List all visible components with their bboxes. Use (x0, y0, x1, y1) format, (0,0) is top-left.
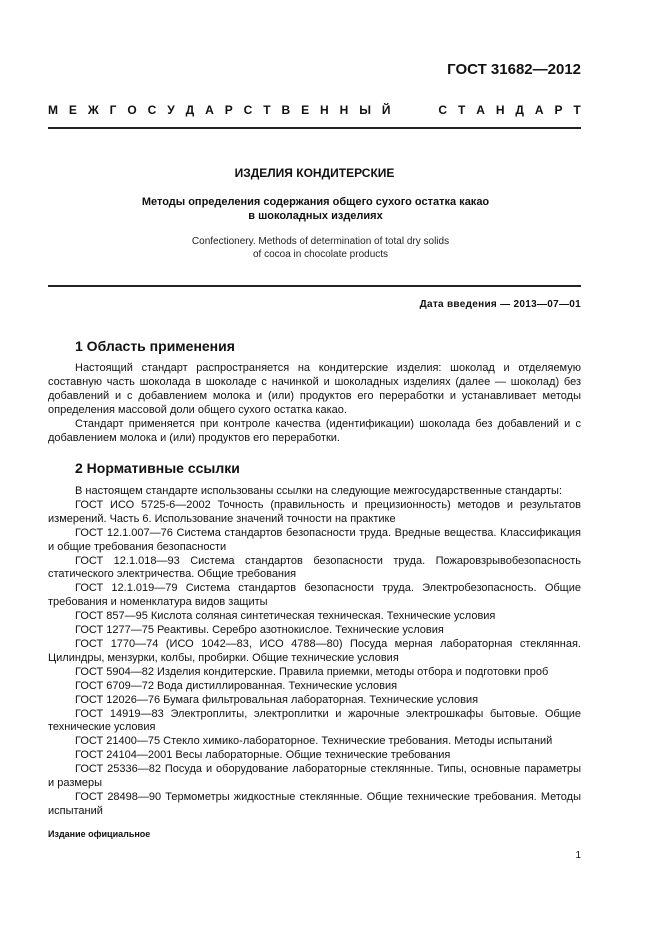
reference-item: ГОСТ 28498—90 Термометры жидкостные стеклянные. Общие технические требования. Методы испытаний (48, 790, 581, 817)
reference-item: ГОСТ 24104—2001 Весы лабораторные. Общие технические требования (75, 749, 451, 762)
banner-letter: Г (109, 103, 117, 117)
standard-number: ГОСТ 31682—2012 (447, 61, 581, 78)
banner-letter: С (438, 103, 448, 117)
banner-letter: Ы (359, 103, 371, 117)
banner-letter: Д (185, 103, 195, 117)
banner-letter: О (127, 103, 137, 117)
reference-item: ГОСТ ИСО 5725-6—2002 Точность (правильность и прецизионность) методов и результатов измерений. Часть 6. Использование значений точности на практике (48, 498, 581, 525)
reference-item: ГОСТ 12.1.018—93 Система стандартов безопасности труда. Пожаровзрывобезопасность статического электричества. Общие требования (48, 554, 581, 581)
reference-item: ГОСТ 14919—83 Электроплиты, электроплитки и жарочные электрошкафы бытовые. Общие технические условия (48, 707, 581, 734)
banner-letter: В (281, 103, 291, 117)
introduction-date: Дата введения — 2013—07—01 (419, 299, 581, 310)
reference-item: ГОСТ 857—95 Кислота соляная синтетическая техническая. Технические условия (75, 610, 496, 623)
reference-item: В настоящем стандарте использованы ссылки на следующие межгосударственные стандарты: (75, 485, 563, 497)
references-list (48, 485, 581, 819)
banner-letter: Н (320, 103, 329, 117)
banner-letter: М (48, 103, 58, 117)
banner-spacer (401, 103, 427, 117)
standard-type-banner (48, 103, 581, 117)
reference-item: ГОСТ 12026—76 Бумага фильтровальная лабораторная. Технические условия (75, 693, 479, 706)
section-1-heading: 1 Область применения (75, 338, 235, 354)
banner-letter: Р (224, 103, 233, 117)
top-divider (48, 127, 581, 129)
banner-letter: С (243, 103, 253, 117)
reference-item: ГОСТ 25336—82 Посуда и оборудование лабораторные стеклянные. Типы, основные параметры и размеры (48, 763, 581, 790)
banner-letter: А (476, 103, 485, 117)
banner-letter: Ж (87, 103, 99, 117)
banner-letter: Р (554, 103, 563, 117)
banner-letter: У (167, 103, 175, 117)
banner-letter: Т (263, 103, 271, 117)
banner-letter: Й (381, 103, 391, 117)
banner-letter: Т (457, 103, 466, 117)
document-subtitle (100, 195, 531, 223)
subtitle-line: в шоколадных изделиях (248, 210, 383, 222)
reference-item: ГОСТ 1277—75 Реактивы. Серебро азотнокислое. Технические условия (75, 624, 444, 637)
page-number: 1 (575, 850, 581, 861)
english-title (130, 235, 511, 261)
reference-item: ГОСТ 6709—72 Вода дистиллированная. Технические условия (75, 679, 398, 692)
banner-letter: С (147, 103, 157, 117)
reference-item: ГОСТ 5904—82 Изделия кондитерские. Правила приемки, методы отбора и подготовки проб (75, 665, 549, 678)
banner-letter: А (205, 103, 214, 117)
banner-letter: Д (515, 103, 524, 117)
paragraph: Стандарт применяется при контроле качества (идентификации) шоколада без добавлений и с добавлением молока и (или) продуктов его переработки. (48, 418, 581, 444)
section-2-heading: 2 Нормативные ссылки (75, 460, 240, 476)
banner-letter: Е (301, 103, 310, 117)
section-1-body (48, 361, 581, 445)
subtitle-line: Методы определения содержания общего сухого остатка какао (141, 196, 490, 208)
paragraph: Настоящий стандарт распространяется на кондитерские изделия: шоколад и отделяемую составную часть шоколада в шоколаде с начинкой и шоколадных изделиях (далее — шоколад) без добавлений и с добавлением молока и (или) продуктов его переработки и устанавливает методы определения массовой доли общего сухого остатка какао. (48, 362, 581, 416)
banner-letter: Н (495, 103, 505, 117)
english-title-line: Confectionery. Methods of determination of total dry solids (191, 236, 450, 247)
official-edition-note: Издание официальное (48, 829, 151, 839)
english-title-line: of cocoa in chocolate products (252, 249, 389, 260)
banner-letter: Н (339, 103, 349, 117)
reference-item: ГОСТ 12.1.019—79 Система стандартов безопасности труда. Электробезопасность. Общие требования и номенклатура видов защиты (48, 582, 581, 609)
banner-letter: Т (573, 103, 581, 117)
title-divider (48, 285, 581, 287)
document-title: ИЗДЕЛИЯ КОНДИТЕРСКИЕ (234, 166, 395, 180)
reference-item: ГОСТ 12.1.007—76 Система стандартов безопасности труда. Вредные вещества. Классификация и общие требования безопасности (48, 526, 581, 553)
banner-letter: Е (68, 103, 77, 117)
reference-item: ГОСТ 21400—75 Стекло химико-лабораторное. Технические требования. Методы испытаний (75, 735, 553, 748)
reference-item: ГОСТ 1770—74 (ИСО 1042—83, ИСО 4788—80) Посуда мерная лабораторная стеклянная. Цилиндры, мензурки, колбы, пробирки. Общие технические условия (48, 637, 581, 664)
banner-letter: А (534, 103, 544, 117)
